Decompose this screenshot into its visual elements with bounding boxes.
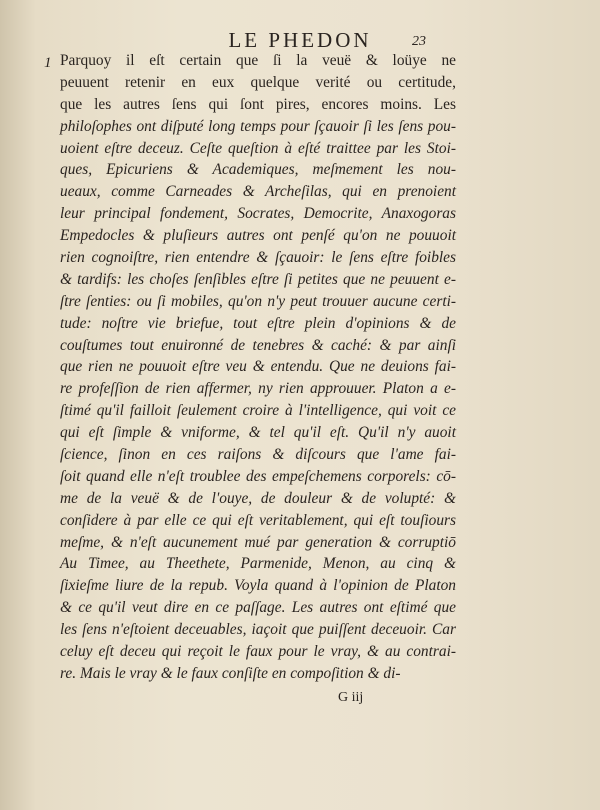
text-line: conſidere à par elle ce qui eſt veritablement, qui eſt touſiours (60, 511, 456, 529)
text-line: me de la veuë & de l'ouye, de douleur & de volupté: & (60, 489, 456, 507)
text-line: peuuent retenir en eux quelque verité ou certitude, (60, 73, 456, 91)
text-line: tude: noſtre vie briefue, tout eſtre plein d'opinions & de (60, 314, 456, 332)
text-line: ſtimé qu'il failloit ſeulement croire à l'intelligence, qui voit ce (60, 402, 456, 420)
text-line: celuy eſt deceu qui reçoit le faux pour le vray, & au contrai- (60, 643, 456, 661)
text-line: & tardifs: les choſes ſenſibles eſtre ſi petites que ne peuuent e- (60, 270, 456, 288)
text-line: meſme, & n'eſt aucunement mué par generation & corruptiō (60, 533, 456, 551)
text-line: que les autres ſens qui ſont pires, encores moins. Les (60, 95, 456, 113)
text-line: uoient eſtre deceuz. Ceſte queſtion à eſté traittee par les Stoi- (60, 139, 456, 157)
text-line: que rien ne pouuoit eſtre veu & entendu. Que ne deuions fai- (60, 358, 456, 376)
text-line: ſcience, ſinon en ces raiſons & diſcours que l'ame fai- (60, 446, 456, 464)
text-line: re. Mais le vray & le faux conſiſte en compoſition & di- (60, 664, 401, 682)
text-line: les ſens n'eſtoient deceuables, iaçoit que puiſſent deceuoir. Car (60, 621, 456, 639)
text-line: ſtre ſenties: ou ſi mobiles, qu'on n'y peut trouuer aucune certi- (60, 292, 456, 310)
note-marker: 1 (44, 55, 52, 71)
page-number: 23 (412, 34, 426, 49)
text-line: ques, Epicuriens & Academiques, meſmement les nou- (60, 161, 456, 179)
text-line: rien cognoiſtre, rien entendre & ſçauoir: le ſens eſtre foibles (60, 249, 456, 267)
text-line: philoſophes ont diſputé long temps pour ſçauoir ſi les ſens pou- (60, 117, 456, 135)
text-line: qui eſt ſimple & vniforme, & tel qu'il eſt. Qu'il n'y auoit (60, 424, 456, 442)
text-line: Au Timee, au Theethete, Parmenide, Menon, au cinq & (60, 555, 456, 573)
text-line: & ce qu'il veut dire en ce paſſage. Les autres ont eſtimé que (60, 599, 456, 617)
text-line: ſoit quand elle n'eſt troublee des empeſchemens corporels: cō- (60, 467, 456, 485)
text-line: Empedocles & pluſieurs autres ont penſé qu'on ne pouuoit (60, 227, 456, 245)
body-text (60, 50, 456, 685)
text-line: leur principal fondement, Socrates, Democrite, Anaxogoras (60, 205, 456, 223)
text-line: Parquoy il eſt certain que ſi la veuë & loüye ne (60, 52, 456, 69)
text-line: ueaux, comme Carneades & Archeſilas, qui en prenoient (60, 183, 456, 201)
text-line: couſtumes tout enuironné de tenebres & caché: & par ainſi (60, 336, 456, 354)
text-line: re profeſſion de rien affermer, ny rien approuuer. Platon a e- (60, 380, 456, 398)
running-header: LE PHEDON (228, 28, 372, 52)
signature-mark: G iij (338, 690, 364, 705)
text-line: ſixieſme liure de la repub. Voyla quand à l'opinion de Platon (60, 577, 456, 595)
